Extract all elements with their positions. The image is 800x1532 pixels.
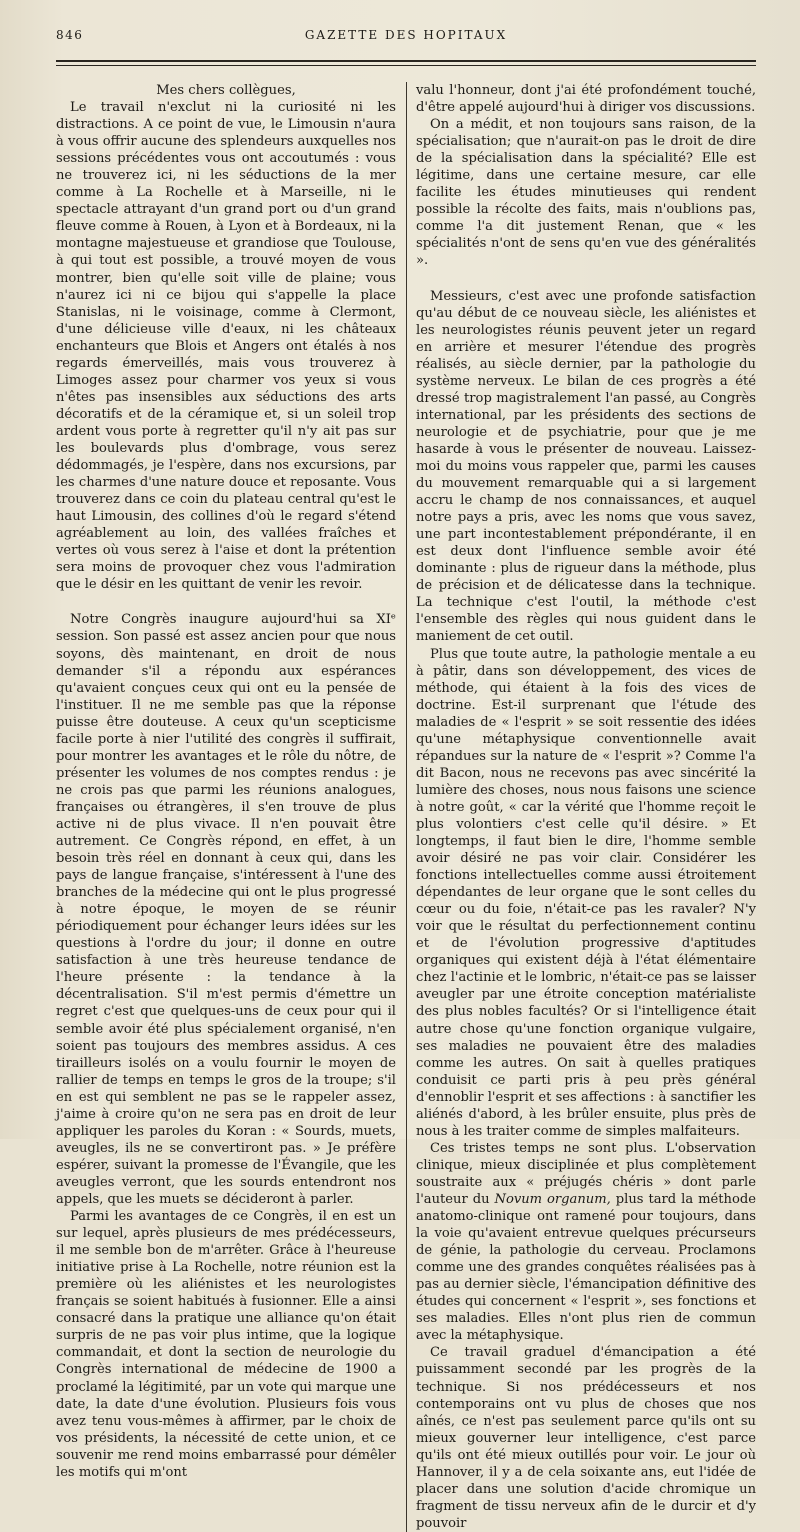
column-divider — [406, 82, 407, 1532]
salutation: Mes chers collègues, — [156, 83, 296, 98]
header-rule-thin — [56, 65, 756, 66]
page-header — [56, 24, 756, 46]
paragraph-gap — [56, 593, 396, 611]
paragraph-avantages: Parmi les avantages de ce Congrès, il en est un sur lequel, après plusieurs de mes prédécesseurs, il me semble bon de m'arrêter. Grâce à l'heureuse initiative prise à La Rochelle, notre réunion est la première où les aliénistes et les neurologistes français se soient habitués à fusionner. Elle a ainsi consacré dans la pratique une alliance qu'on était surpris de ne pas voir plus intime, que la logique commandait, et dont la section de neurologie du Congrès international de médecine de 1900 a proclamé la légitimité, par un vote qui marque une date, la date d'une évolution. Plusieurs fois vous avez tenu vous-mêmes à affirmer, par le choix de vos présidents, la nécessité de cette union, et ce souvenir me rend moins embarrassé pour démêler les motifs qui m'ont — [56, 1209, 396, 1480]
left-column — [56, 82, 396, 1532]
page-number: 846 — [56, 28, 84, 42]
paragraph-honneur: valu l'honneur, dont j'ai été profondément touché, d'être appelé aujourd'hui à diriger vos discussions. — [416, 83, 756, 116]
journal-title: GAZETTE DES HOPITAUX — [304, 28, 508, 42]
paragraph-messieurs: Messieurs, c'est avec une profonde satisfaction qu'au début de ce nouveau siècle, les aliénistes et les neurologistes réunis peuvent jeter un regard en arrière et mesurer l'étendue des progrès réalisés, au siècle dernier, par la pathologie du système nerveux. Le bilan de ces progrès a été dressé trop magistralement l'an passé, au Congrès international, par les présidents des sections de neurologie et de psychiatrie, pour que je me hasarde à vous le présenter de nouveau. Laissez-moi du moins vous rappeler que, parmi les causes du mouvement remarquable qui a si largement accru le champ de nos connaissances, et auquel notre pays a pris, avec les noms que vous savez, une part incontestablement prépondérante, il en est deux dont l'influence semble avoir été dominante : plus de rigueur dans la méthode, plus de précision et de délicatesse dans la technique. La technique c'est l'outil, la méthode c'est l'ensemble des règles qui nous guident dans le maniement de cet outil. — [416, 288, 756, 645]
paragraph-limousin: Le travail n'exclut ni la curiosité ni les distractions. A ce point de vue, le Limousin n'aura à vous offrir aucune des splendeurs auxquelles nos sessions précédentes vous ont accoutumés : vous ne trouverez ici, ni les séductions de la mer comme à La Rochelle et à Marseille, ni le spectacle attrayant d'un grand port ou d'un grand fleuve comme à Rouen, à Lyon et à Bordeaux, ni la montagne majestueuse et grandiose que Toulouse, à qui tout est possible, a trouvé moyen de vous montrer, bien qu'elle soit ville de plaine; vous n'aurez ici ni ce bijou qui s'appelle la place Stanislas, ni le voisinage, comme à Clermont, d'une délicieuse ville d'eaux, ni les châteaux enchanteurs que Blois et Angers ont étalés à nos regards émerveillés, mais vous trouverez à Limoges assez pour charmer vos yeux si vous n'êtes pas insensibles aux séductions des arts décoratifs et de la céramique et, si un soleil trop ardent vous porte à regretter qu'il n'y ait pas sur les boulevards plus d'ombrage, vous serez dédommagés, je l'espère, dans nos excursions, par les charmes d'une nature douce et reposante. Vous trouverez dans ce coin du plateau central qu'est le haut Limousin, des collines d'où le regard s'étend agréablement au loin, des vallées fraîches et vertes où vous serez à l'aise et dont la prétention sera moins de provoquer chez vous l'admiration que le désir en les quittant de venir les revoir. — [56, 100, 396, 593]
paragraph-pathologie-mentale: Plus que toute autre, la pathologie mentale a eu à pâtir, dans son développement, des vices de méthode, qui étaient à la fois des vices de doctrine. Est-il surprenant que l'étude des maladies de « l'esprit » se soit ressentie des idées qu'une métaphysique conventionnelle avait répandues sur la nature de « l'esprit »? Comme l'a dit Bacon, nous ne recevons pas avec sincérité la lumière des choses, nous nous faisons une science à notre goût, « car la vérité que l'homme reçoit le plus volontiers c'est celle qu'il désire. » Et longtemps, il faut bien le dire, l'homme semble avoir désiré ne pas voir clair. Considérer les fonctions intellectuelles comme aussi étroitement dépendantes de leur organe que le sont celles du cœur ou du foie, n'était-ce pas les ravaler? N'y voir que le résultat du perfectionnement continu et de l'évolution progressive d'aptitudes organiques qui existent déjà à l'état élémentaire chez l'actinie et le lombric, n'était-ce pas se laisser aveugler par une étroite conception matérialiste des plus nobles facultés? Or si l'intelligence était autre chose qu'une fonction organique vulgaire, ses maladies ne pouvaient être des maladies comme les autres. On sait à quelles pratiques conduisit ce parti pris à peu près général d'ennoblir l'esprit et ses affections : à sanctifier les aliénés d'abord, à les brûler ensuite, plus près de nous à les traiter comme de simples malfaiteurs. — [416, 646, 756, 1139]
right-column — [416, 82, 756, 1532]
text-run: Ces tristes temps ne sont plus. L'observation clinique, mieux disciplinée et plus complètement soustraite aux « préjugés chéris » dont parle l'auteur du — [416, 1140, 756, 1207]
paragraph-congres: Notre Congrès inaugure aujourd'hui sa XIᵉ session. Son passé est assez ancien pour que nous soyons, dès maintenant, en droit de nous demander s'il a répondu aux espérances qu'avaient conçues ceux qui ont eu la pensée de l'instituer. Il ne me semble pas que la réponse puisse être douteuse. A ceux qu'un scepticisme facile porte à nier l'utilité des congrès il suffirait, pour montrer les avantages et le rôle du nôtre, de présenter les volumes de nos comptes rendus : je ne crois pas que parmi les réunions analogues, françaises ou étrangères, il s'en trouve de plus active ni de plus vivace. Il n'en pouvait être autrement. Ce Congrès répond, en effet, à un besoin très réel en donnant à ceux qui, dans les pays de langue française, s'intéressent à l'une des branches de la médecine qui ont le plus progressé à notre époque, le moyen de se réunir périodiquement pour échanger leurs idées sur les questions à l'ordre du jour; il donne en outre satisfaction à une très heureuse tendance de l'heure présente : la tendance à la décentralisation. S'il m'est permis d'émettre un regret c'est que quelques-uns de ceux pour qui il semble avoir été plus spécialement organisé, n'en soient pas toujours des membres assidus. A ces tirailleurs isolés on a voulu fournir le moyen de rallier de temps en temps le gros de la troupe; s'il en est qui semblent ne pas se le rappeler assez, j'aime à croire qu'on ne sera pas en droit de leur appliquer les paroles du Koran : « Sourds, muets, aveugles, ils ne se convertiront pas. » Je préfère espérer, suivant la promesse de l'Évangile, que les aveugles verront, que les sourds entendront nos appels, que les muets se décideront à parler. — [56, 612, 396, 1207]
book-title-novum-organum: Novum organum, — [494, 1192, 611, 1207]
paragraph-gap — [416, 270, 756, 288]
text-run: plus tard la méthode anatomo-clinique ont ramené pour toujours, dans la voie qu'avaient entrevue quelques précurseurs de génie, la pathologie du cerveau. Proclamons comme une des grandes conquêtes réalisées pas à pas au dernier siècle, l'émancipation définitive des études qui concernent « l'esprit », ses fonctions et ses maladies. Elles n'ont plus rien de commun avec la métaphysique. — [416, 1192, 756, 1344]
article-columns — [56, 82, 756, 1532]
paragraph-emancipation: Ce travail graduel d'émancipation a été puissamment secondé par les progrès de la technique. Si nos prédécesseurs et nos contemporains ont vu plus de choses que nos aînés, ce n'est pas seulement parce qu'ils ont su mieux gouverner leur intelligence, c'est parce qu'ils ont été mieux outillés pour voir. Le jour où Hannover, il y a de cela soixante ans, eut l'idée de placer dans une solution d'acide chromique un fragment de tissu nerveux afin de le durcir et d'y pouvoir — [416, 1345, 756, 1531]
paragraph-tristes-temps — [416, 1140, 756, 1345]
header-rule-thick — [56, 60, 756, 62]
paragraph-specialisation: On a médit, et non toujours sans raison, de la spécialisation; que n'aurait-on pas le droit de dire de la spécialisation dans la spécialité? Elle est légitime, dans une certaine mesure, car elle facilite les études minutieuses qui rendent possible la récolte des faits, mais n'oublions pas, comme l'a dit justement Renan, que « les spécialités n'ont de sens qu'en vue des généralités ». — [416, 117, 756, 269]
